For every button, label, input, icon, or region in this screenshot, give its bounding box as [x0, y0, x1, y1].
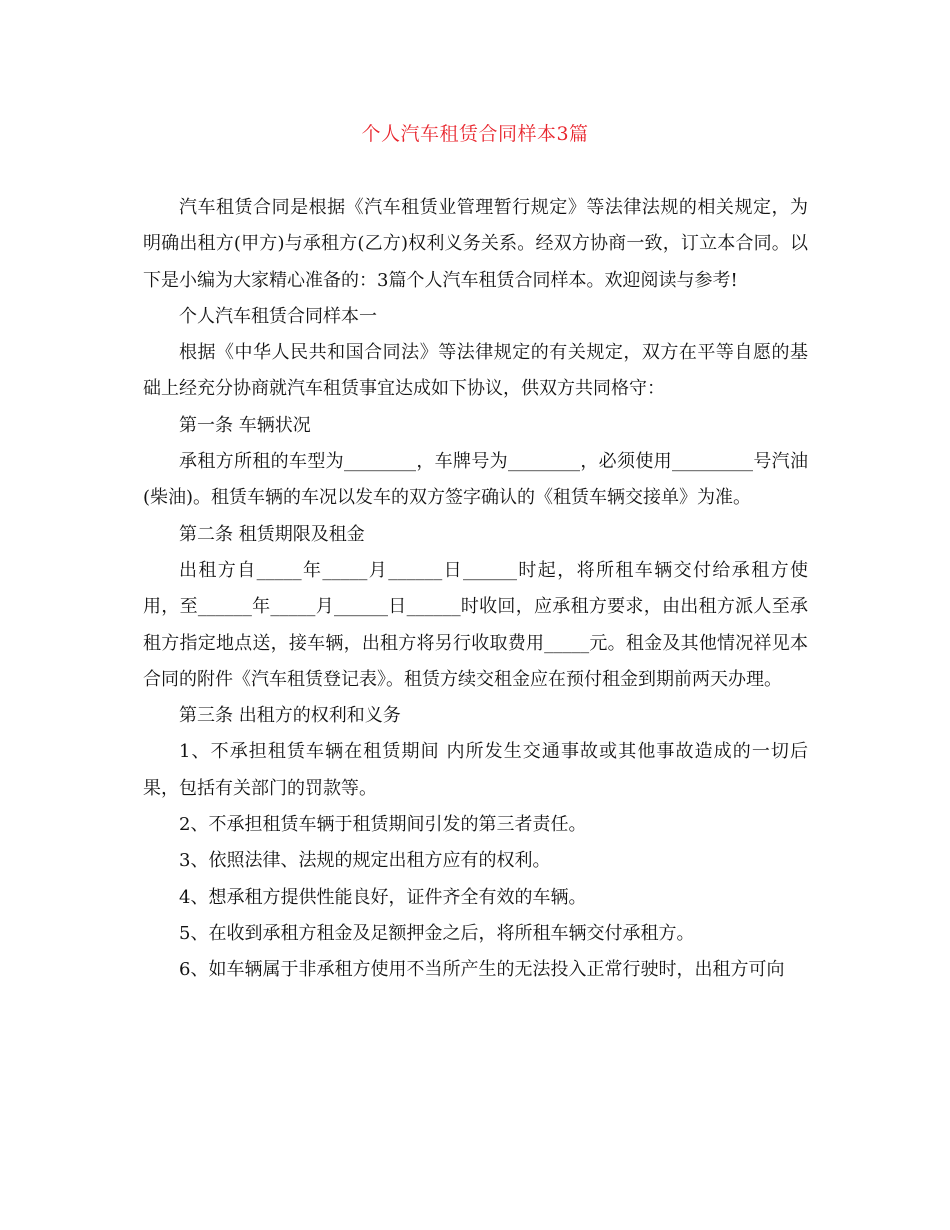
article-heading: 第二条 租赁期限及租金	[179, 523, 365, 545]
document-title: 个人汽车租赁合同样本3篇	[361, 123, 589, 145]
intro-paragraph: 汽车租赁合同是根据《汽车租赁业管理暂行规定》等法律法规的相关规定，为明确出租方(甲方)与承租方(乙方)权利义务关系。经双方协商一致，订立本合同。以下是小编为大家精心准备的：3篇个人汽车租赁合同样本。欢迎阅读与参考!	[143, 197, 808, 291]
article-paragraph: 出租方自_____年_____月______日______时起，将所租车辆交付给承租方使用，至______年_____月______日______时收回，应承租方要求，由出租方派人至承租方指定地点送，接车辆，出租方将另行收取费用_____元。租金及其他情况祥见本合同的附件《汽车租赁登记表》。租赁方续交租金应在预付租金到期前两天办理。	[143, 559, 808, 690]
article-paragraph: 承租方所租的车型为________，车牌号为________，必须使用_________号汽油(柴油)。租赁车辆的车况以发车的双方签字确认的《租赁车辆交接单》为准。	[143, 451, 808, 509]
article-heading: 第三条 出租方的权利和义务	[179, 705, 401, 727]
clause-item: 5、在收到承租方租金及足额押金之后，将所租车辆交付承租方。	[179, 922, 695, 944]
document-body	[143, 190, 808, 989]
clause-item: 4、想承租方提供性能良好，证件齐全有效的车辆。	[179, 886, 587, 908]
clause-item: 2、不承担租赁车辆于租赁期间引发的第三者责任。	[179, 814, 587, 836]
section-heading: 个人汽车租赁合同样本一	[179, 305, 377, 327]
article-heading: 第一条 车辆状况	[179, 414, 311, 436]
clause-item: 3、依照法律、法规的规定出租方应有的权利。	[179, 850, 551, 872]
clause-item: 1、不承担租赁车辆在租赁期间 内所发生交通事故或其他事故造成的一切后果，包括有关部门的罚款等。	[143, 741, 808, 799]
preamble-paragraph: 根据《中华人民共和国合同法》等法律规定的有关规定，双方在平等自愿的基础上经充分协商就汽车租赁事宜达成如下协议，供双方共同格守：	[143, 342, 808, 400]
clause-item: 6、如车辆属于非承租方使用不当所产生的无法投入正常行驶时，出租方可向	[179, 959, 785, 981]
